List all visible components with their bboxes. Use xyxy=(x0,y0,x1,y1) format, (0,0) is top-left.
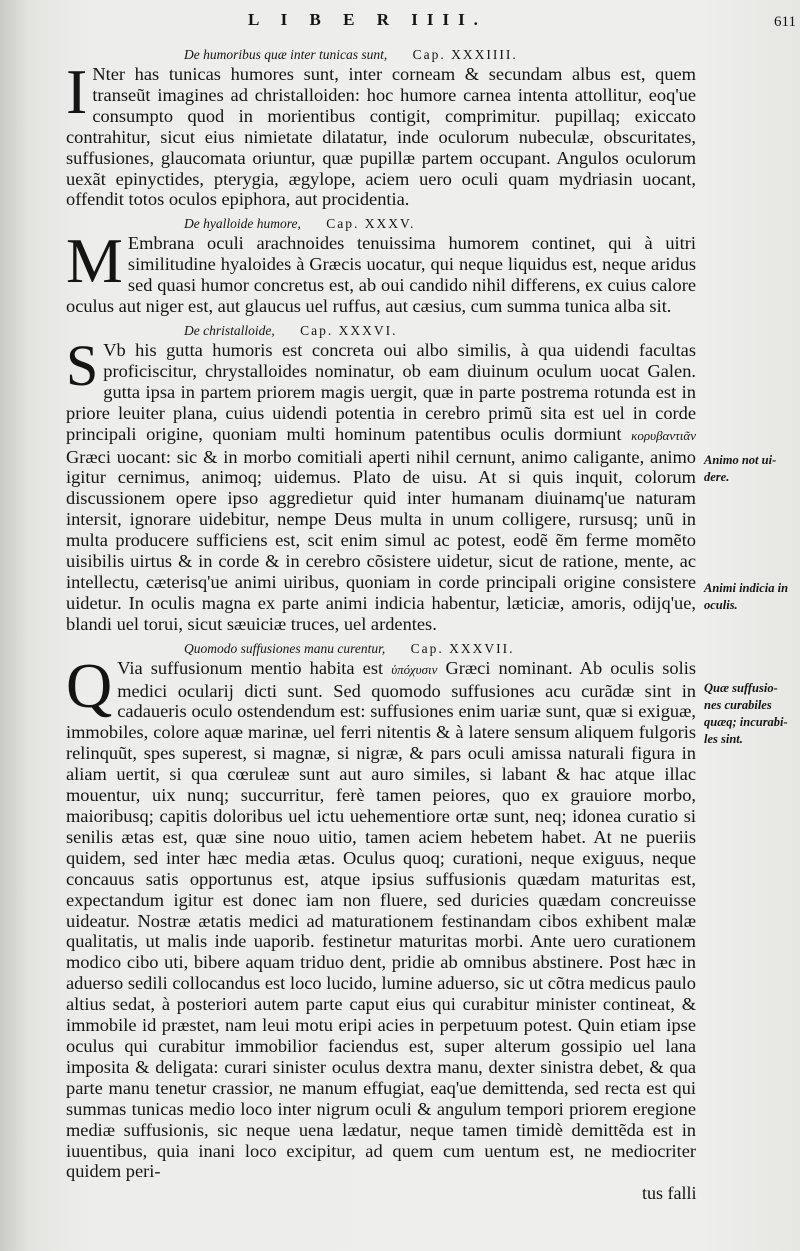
chapter-text: Vb his gutta humoris est concreta oui albo similis, à qua uidendi facultas proficiscitur, chrystalloides nominatur, ob eam diuinum oculum uocat Galen. gutta ipsa in partem priorem magis uergit, quæ in parte postrema rotunda est in priore leuiter plana, cuius uidendi potentia in cerebro primũ sita est uel in corde principali origine, quoniam multi hominum patentibus oculis dormiunt xyxy=(66,339,696,444)
chapter-text: Nter has tunicas humores sunt, inter corneam & secundam albus est, quem transeũt imagines ad christalloiden: hoc humore carnea intenta attollitur, eoq'ue consumpto quod in morientibus contigit, comprimitur. pupillaq; exiccato contrahitur, sicut eius nimietate dilatatur, inde oculorum nubeculæ, obscuritates, suffusiones, glaucomata oriuntur, quæ pupillæ partem occupant. Angulos oculorum uexãt epinyctides, pterygia, ægylope, aciem uero oculi quam mydriasin uocant, offendit totos oculos epiphora, aut procidentia. xyxy=(66,64,696,210)
chapter-body xyxy=(66,56,696,210)
chapter-35 xyxy=(66,215,696,317)
chapter-34 xyxy=(66,46,696,210)
chapter-36 xyxy=(66,322,696,635)
chapter-text-continued: Græci nominant. Ab oculis solis medici ocularij dicti sunt. Sed quomodo suffusiones acu curãdæ sint in cadaueris oculo ostendendum est: suffusiones enim uariæ sunt, quæ si exiguæ, immobiles, colore aquæ marinæ, uel ferri nitentis & à latere sensum aliquem fulgoris relinquũt, spes superest, si magnæ, si nigræ, & pars oculi amissa naturali figura in aliam uertit, si qua cœruleæ sunt aut auro similes, si labant & hac atque illac mouentur, uix nunq; succurritur, ferè tamen peiores, quo ex grauiore morbo, maioribusq; capitis doloribus uel ictu uehementiore ortæ sunt, neq; idonea curatio si senilis ætas est, quæ sine nouo uitio, tamen aciem hebetem habet. At ne pueriis quidem, sed inter hæc media ætas. Oculus quoq; curationi, neque exiguus, neque concauus satis opportunus est, atque ipsius suffusionis quædam maturitas est, expectandum igitur est donec iam non fluere, sed duricies quædam concreuisse uideatur. Nostræ ætatis medici ad maturationem festinandam cibos exhibent malæ qualitatis, ut malis inde uaporib. festinetur maturitas morbi. Ante uero curationem modico cibo uti, bibere aquam triduo dent, pridie ab omnibus abstinere. Post hæc in aduerso sedili collocandus est loco lucido, lumine aduerso, sic ut cõtra medicus paulo altius sedat, à posteriori autem parte caput eius qui curabitur minister contineat, & immobile id præstet, nam leui motu eripi acies in perpetuum potest. Quin etiam ipse oculus qui curabitur immobilior faciendus est, super alterum gossipio uel lana imposita & deligata: curari sinister oculus dextra manu, dexter sinistra debet, & qua parte manu tenetur crassior, ne manum effugiat, eaq'ue demittenda, sed recta est qui summas tunicas medio loco inter nigrum oculi & angulum tempori priorem eregione mediæ suffusionis, sic neque uena lædatur, neque tamen timidè demittẽda est in iuuentibus, quia inani loco excipitur, ad quem cum uentum est, ne mediocriter quidem peri- xyxy=(66,657,696,1182)
main-text-column xyxy=(66,46,696,1187)
chapter-title: Quomodo suffusiones manu curentur, xyxy=(184,640,386,656)
chapter-37 xyxy=(66,640,696,1183)
folio-number: 611 xyxy=(774,14,796,30)
margin-note-animo: Animo not ui- dere. xyxy=(704,453,777,484)
chapter-number: Cap. XXXVI. xyxy=(300,322,398,338)
drop-initial: M xyxy=(66,225,123,297)
chapter-body xyxy=(66,649,696,1183)
chapter-heading xyxy=(66,215,696,233)
chapter-title: De christalloide, xyxy=(184,322,275,338)
greek-word: κορυβαντιᾶν xyxy=(631,427,696,443)
drop-initial: S xyxy=(66,332,99,398)
chapter-number: Cap. XXXVII. xyxy=(410,640,515,656)
chapter-number: Cap. XXXIIII. xyxy=(412,47,518,62)
chapter-heading xyxy=(66,322,696,340)
chapter-title: De humoribus quæ inter tunicas sunt, xyxy=(184,47,388,62)
running-head: L I B E R IIII. xyxy=(248,10,487,29)
chapter-text: Embrana oculi arachnoides tenuissima humorem continet, qui à uitri similitudine hyaloides à Græcis uocatur, qui neque liquidus est, neque aridus sed quasi humor concretus est, ab oui candido nihil differens, ex cuius calore oculus aut niger est, aut glaucus uel ruffus, aut cæsius, cum summa tunica alba sit. xyxy=(66,233,696,317)
drop-initial: Q xyxy=(66,649,113,721)
chapter-heading xyxy=(66,640,696,658)
greek-word: ὑπόχυσιν xyxy=(391,661,438,677)
chapter-text: Via suffusionum mentio habita est xyxy=(117,657,384,678)
margin-note-suffusiones: Quæ suffusio- nes curabiles quæq; incurabi- les sint. xyxy=(704,681,788,746)
chapter-text-continued: Græci uocant: sic & in morbo comitiali aperti nihil cernunt, animo caligante, animo igitur cernimus, animoq; uidemus. Plato de uisu. At si quis inquit, colorum discussionem opere ipso aggredietur quid inter humanam diuinamq'ue naturam intersit, ignorare uidebitur, nempe Deus multa in unum colligere, rursusq; unũ in multa producere sufficiens est, scit enim simul ac potest, eodẽ ẽm ferme momẽto uisibilis uirtus & in corde & in cerebro cõsistere uidetur, sicut de ratione, mente, ac intellectu, cæterisq'ue animi uiribus, quoniam in corde principali origine consistere uidetur. In oculis magna ex parte animi indicia habentur, læticiæ, amoris, odijq'ue, blandi uel torui, sicut sæuiciæ truces, uel ardentes. xyxy=(66,446,696,634)
chapter-body xyxy=(66,225,696,317)
chapter-body xyxy=(66,332,696,635)
catchword: tus falli xyxy=(642,1183,697,1203)
margin-note-animi-indicia: Animi indicia in oculis. xyxy=(704,581,789,612)
chapter-heading xyxy=(66,46,696,64)
chapter-number: Cap. XXXV. xyxy=(326,216,416,232)
chapter-title: De hyalloide humore, xyxy=(184,216,301,232)
drop-initial: I xyxy=(66,56,88,127)
